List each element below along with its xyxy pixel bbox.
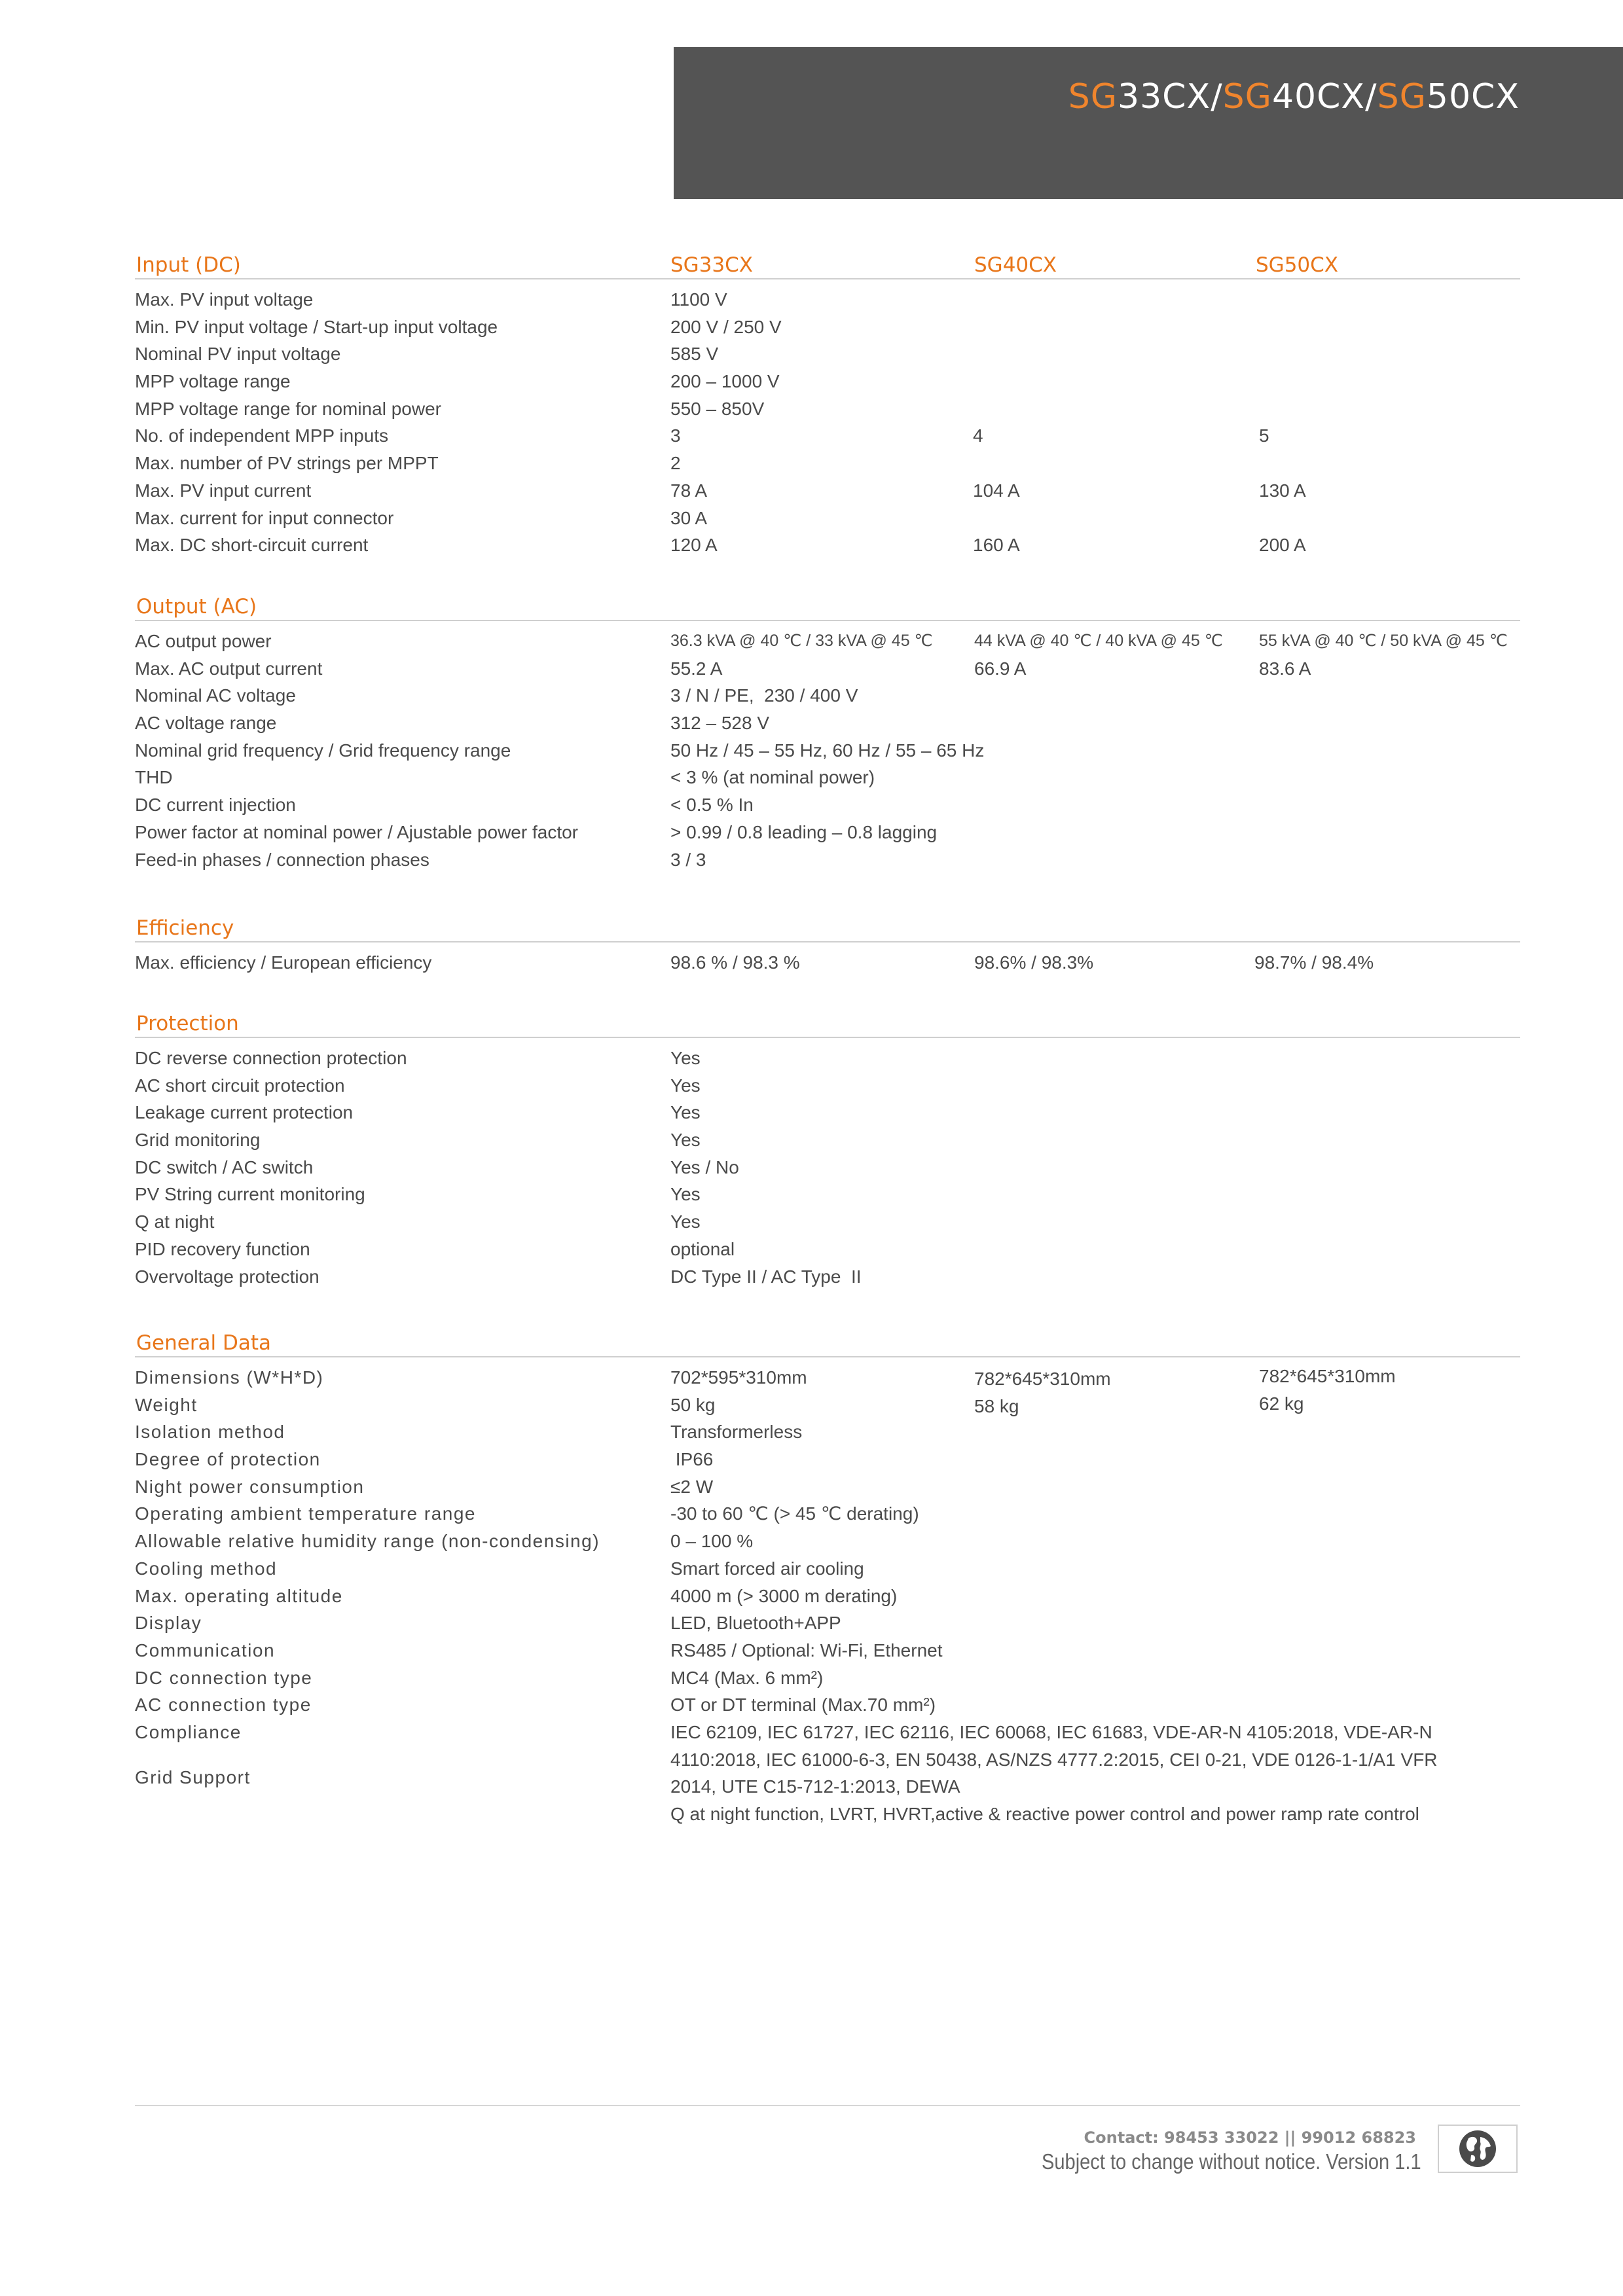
spec-label: PV String current monitoring — [135, 1184, 365, 1205]
version-notice: Subject to change without notice. Version 1.1 — [1042, 2149, 1421, 2174]
product-title — [1068, 77, 1520, 117]
spec-label: Operating ambient temperature range — [135, 1503, 476, 1524]
spec-label: Night power consumption — [135, 1476, 365, 1497]
spec-rows — [135, 942, 1520, 977]
spec-label: No. of independent MPP inputs — [135, 425, 389, 446]
spec-value: 83.6 A — [1259, 658, 1311, 679]
spec-row — [135, 628, 1520, 655]
spec-value: MC4 (Max. 6 mm²) — [670, 1667, 824, 1688]
spec-value: 36.3 kVA @ 40 ℃ / 33 kVA @ 45 ℃ — [670, 632, 933, 650]
contact-info: Contact: 98453 33022 || 99012 68823 — [1084, 2128, 1416, 2147]
spec-rows — [135, 1357, 1520, 1856]
spec-value: 702*595*310mm — [670, 1367, 807, 1388]
spec-row — [135, 682, 1520, 709]
spec-row — [135, 286, 1520, 314]
spec-value: 585 V — [670, 344, 719, 365]
spec-row — [135, 395, 1520, 423]
section-header — [135, 1329, 1520, 1357]
spec-value: 55.2 A — [670, 658, 723, 679]
spec-value: 44 kVA @ 40 ℃ / 40 kVA @ 45 ℃ — [974, 632, 1223, 650]
section-title: Input (DC) — [136, 253, 241, 277]
spec-value: 98.6% / 98.3% — [974, 952, 1094, 973]
spec-row — [135, 709, 1520, 737]
spec-label: AC short circuit protection — [135, 1075, 345, 1096]
spec-row-grid-support-label — [135, 1764, 1520, 1791]
spec-label: Grid Support — [135, 1767, 251, 1787]
spec-label: Dimensions (W*H*D) — [135, 1367, 324, 1388]
section-title: Protection — [136, 1012, 239, 1035]
spec-row-grid-support — [135, 1801, 1520, 1856]
spec-value: 312 – 528 V — [670, 713, 770, 734]
spec-value: 3 / N / PE, 230 / 400 V — [670, 685, 858, 706]
spec-value: 130 A — [1259, 480, 1306, 501]
spec-value: 550 – 850V — [670, 398, 765, 419]
spec-value: 104 A — [973, 480, 1020, 501]
spec-row — [135, 1500, 1520, 1528]
spec-label: Power factor at nominal power / Ajustable power factor — [135, 821, 579, 842]
spec-row — [135, 1446, 1520, 1473]
header-banner — [674, 47, 1623, 199]
spec-row — [135, 531, 1520, 559]
spec-label: Display — [135, 1613, 202, 1634]
spec-row — [135, 1126, 1520, 1154]
spec-label: Grid monitoring — [135, 1130, 261, 1151]
spec-label: AC output power — [135, 631, 272, 651]
spec-label: Max. number of PV strings per MPPT — [135, 453, 439, 474]
section-output-ac — [135, 592, 1520, 873]
section-title: Efficiency — [136, 916, 234, 940]
spec-row — [135, 1072, 1520, 1100]
spec-label: Min. PV input voltage / Start-up input voltage — [135, 316, 498, 337]
spec-row — [135, 1473, 1520, 1501]
footer-divider — [135, 2105, 1520, 2106]
globe-icon — [1457, 2128, 1499, 2170]
section-title: Output (AC) — [136, 595, 257, 619]
spec-value: 55 kVA @ 40 ℃ / 50 kVA @ 45 ℃ — [1259, 632, 1508, 650]
spec-label: DC reverse connection protection — [135, 1048, 407, 1068]
column-title-sg50cx: SG50CX — [1256, 253, 1339, 277]
spec-value: 782*645*310mm — [1259, 1366, 1396, 1386]
spec-row — [135, 450, 1520, 477]
spec-label: AC voltage range — [135, 713, 277, 734]
spec-value: 98.6 % / 98.3 % — [670, 952, 800, 973]
title-part: 40CX/ — [1271, 77, 1377, 117]
spec-value: 3 — [670, 425, 681, 446]
spec-label: Communication — [135, 1640, 276, 1660]
globe-badge — [1438, 2125, 1518, 2173]
spec-label: MPP voltage range — [135, 371, 291, 392]
spec-row — [135, 1263, 1520, 1291]
spec-value: IP66 — [670, 1449, 714, 1470]
spec-rows — [135, 621, 1520, 873]
spec-label: AC connection type — [135, 1695, 312, 1715]
spec-label: Weight — [135, 1394, 198, 1415]
spec-value: RS485 / Optional: Wi-Fi, Ethernet — [670, 1640, 943, 1660]
spec-row — [135, 422, 1520, 450]
section-header — [135, 1009, 1520, 1038]
spec-row — [135, 1664, 1520, 1692]
spec-label: Allowable relative humidity range (non-condensing) — [135, 1531, 600, 1552]
spec-value: 4000 m (> 3000 m derating) — [670, 1585, 898, 1606]
spec-value: 5 — [1259, 425, 1269, 446]
spec-label: PID recovery function — [135, 1238, 310, 1259]
spec-row — [135, 791, 1520, 819]
spec-value: IEC 62109, IEC 61727, IEC 62116, IEC 60068, IEC 61683, VDE-AR-N 4105:2018, VDE-AR-N 4110:2018, IEC 61000-6-3, EN 50438, AS/NZS 4777.2:2015, CEI 0-21, VDE 0126-1-1/A1 VFR 2014, UTE C15-712-1:2013, DEWA — [670, 1721, 1438, 1797]
spec-row — [135, 737, 1520, 764]
title-part: SG — [1222, 77, 1272, 117]
spec-value: 0 – 100 % — [670, 1531, 754, 1552]
spec-row — [135, 1637, 1520, 1664]
spec-value: Yes / No — [670, 1157, 739, 1177]
spec-row — [135, 819, 1520, 846]
section-header — [135, 251, 1520, 279]
spec-row — [135, 340, 1520, 368]
title-part: 33CX/ — [1118, 77, 1223, 117]
spec-row — [135, 1555, 1520, 1583]
spec-row — [135, 1583, 1520, 1610]
column-title-sg33cx: SG33CX — [670, 253, 754, 277]
section-header — [135, 914, 1520, 942]
section-title: General Data — [136, 1331, 272, 1355]
spec-label: Nominal PV input voltage — [135, 344, 341, 365]
spec-label: Max. PV input current — [135, 480, 312, 501]
spec-row — [135, 1391, 1520, 1419]
spec-rows — [135, 279, 1520, 559]
section-efficiency — [135, 914, 1520, 977]
spec-value: 4 — [973, 425, 983, 446]
spec-value: < 3 % (at nominal power) — [670, 767, 875, 788]
spec-row — [135, 655, 1520, 683]
spec-label: Feed-in phases / connection phases — [135, 849, 429, 870]
spec-row — [135, 1154, 1520, 1181]
spec-value: 66.9 A — [974, 658, 1027, 679]
spec-value: Yes — [670, 1102, 701, 1123]
spec-value: 2 — [670, 453, 681, 474]
spec-row — [135, 949, 1520, 977]
spec-row — [135, 1099, 1520, 1126]
title-part: SG — [1068, 77, 1118, 117]
spec-row — [135, 1528, 1520, 1555]
spec-rows — [135, 1038, 1520, 1290]
spec-row — [135, 1045, 1520, 1072]
spec-value: 3 / 3 — [670, 849, 706, 870]
spec-value: Yes — [670, 1211, 701, 1232]
spec-row — [135, 1208, 1520, 1236]
spec-value: 62 kg — [1259, 1393, 1304, 1414]
spec-row — [135, 1181, 1520, 1208]
spec-label: Compliance — [135, 1721, 242, 1742]
spec-label: DC current injection — [135, 795, 296, 816]
spec-row — [135, 368, 1520, 395]
column-title-sg40cx: SG40CX — [974, 253, 1057, 277]
spec-value: 120 A — [670, 535, 718, 556]
spec-value: 30 A — [670, 507, 708, 528]
spec-value: 98.7% / 98.4% — [1254, 952, 1374, 973]
spec-value: 200 V / 250 V — [670, 316, 782, 337]
spec-label: Nominal AC voltage — [135, 685, 296, 706]
section-protection — [135, 1009, 1520, 1290]
section-header — [135, 592, 1520, 621]
spec-label: Nominal grid frequency / Grid frequency range — [135, 740, 511, 761]
spec-row — [135, 1236, 1520, 1263]
spec-value: Q at night function, LVRT, HVRT,active & reactive power control and power ramp rate control — [670, 1803, 1419, 1824]
title-part: 50CX — [1426, 77, 1520, 117]
spec-row — [135, 1364, 1520, 1391]
spec-value: optional — [670, 1238, 735, 1259]
spec-label: Max. operating altitude — [135, 1585, 343, 1606]
section-input-dc — [135, 251, 1520, 559]
spec-value: 50 kg — [670, 1394, 716, 1415]
spec-value: Transformerless — [670, 1422, 803, 1443]
spec-label: Overvoltage protection — [135, 1266, 319, 1287]
spec-value: ≤2 W — [670, 1476, 714, 1497]
title-part: SG — [1377, 77, 1427, 117]
spec-value: LED, Bluetooth+APP — [670, 1613, 841, 1634]
spec-label: Cooling method — [135, 1558, 278, 1579]
spec-value: < 0.5 % In — [670, 795, 754, 816]
spec-value: 200 A — [1259, 535, 1306, 556]
spec-label: DC connection type — [135, 1667, 313, 1688]
spec-value: > 0.99 / 0.8 leading – 0.8 lagging — [670, 821, 938, 842]
spec-value: 50 Hz / 45 – 55 Hz, 60 Hz / 55 – 65 Hz — [670, 740, 985, 761]
spec-row — [135, 505, 1520, 532]
spec-label: Q at night — [135, 1211, 215, 1232]
spec-value: OT or DT terminal (Max.70 mm²) — [670, 1695, 936, 1715]
spec-label: Max. DC short-circuit current — [135, 535, 369, 556]
spec-value: 1100 V — [670, 289, 727, 310]
spec-row — [135, 1691, 1520, 1719]
section-general-data — [135, 1329, 1520, 1856]
spec-value: DC Type II / AC Type II — [670, 1266, 862, 1287]
spec-row — [135, 477, 1520, 505]
spec-value: -30 to 60 ℃ (> 45 ℃ derating) — [670, 1503, 919, 1524]
spec-label: DC switch / AC switch — [135, 1157, 314, 1177]
spec-row — [135, 1609, 1520, 1637]
spec-label: Max. PV input voltage — [135, 289, 314, 310]
spec-value: 160 A — [973, 535, 1020, 556]
spec-label: Degree of protection — [135, 1449, 321, 1470]
spec-value: Yes — [670, 1184, 701, 1205]
spec-row — [135, 846, 1520, 874]
spec-row — [135, 764, 1520, 791]
spec-label: Max. current for input connector — [135, 507, 394, 528]
spec-row — [135, 1418, 1520, 1446]
spec-value: 200 – 1000 V — [670, 371, 780, 392]
spec-value: Yes — [670, 1075, 701, 1096]
spec-row — [135, 314, 1520, 341]
spec-label: Max. efficiency / European efficiency — [135, 952, 432, 973]
spec-value: Yes — [670, 1130, 701, 1151]
spec-value: 782*645*310mm — [974, 1369, 1111, 1389]
spec-label: THD — [135, 767, 173, 788]
spec-value: 78 A — [670, 480, 708, 501]
spec-label: Isolation method — [135, 1422, 285, 1443]
spec-value: 58 kg — [974, 1395, 1019, 1416]
spec-value: Yes — [670, 1048, 701, 1068]
spec-value: Smart forced air cooling — [670, 1558, 864, 1579]
spec-label: Max. AC output current — [135, 658, 323, 679]
spec-label: Leakage current protection — [135, 1102, 354, 1123]
spec-label: MPP voltage range for nominal power — [135, 398, 441, 419]
